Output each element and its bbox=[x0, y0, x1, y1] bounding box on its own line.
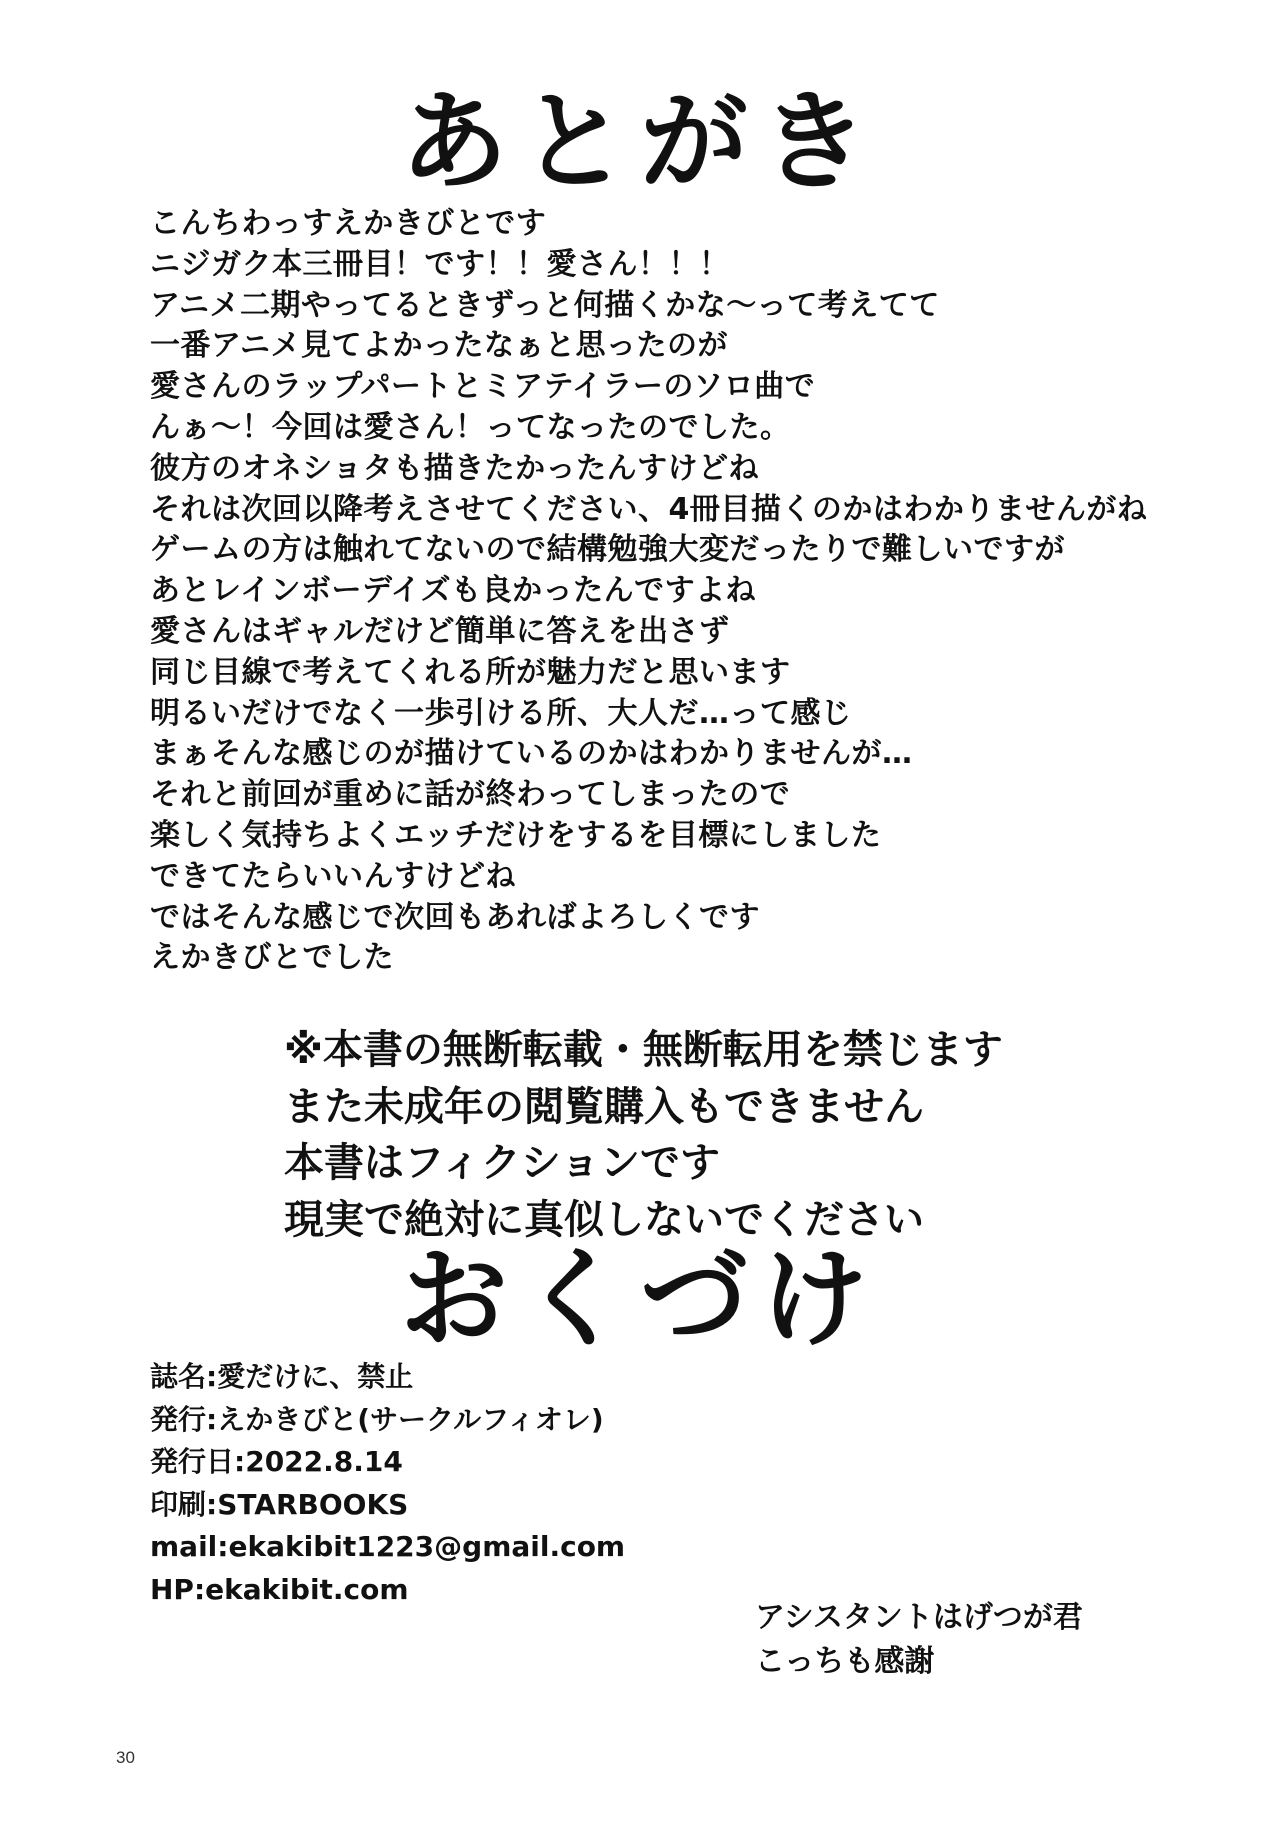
afterword-title: あとがき bbox=[399, 79, 880, 205]
colophon-value: 愛だけに、禁止 bbox=[217, 1360, 414, 1393]
afterword-line: ではそんな感じで次回もあればよろしくです bbox=[150, 899, 760, 935]
colophon-label: 発行 : bbox=[150, 1403, 217, 1436]
colophon-label: HP : bbox=[150, 1573, 205, 1606]
afterword-line: こんちわっすえかきびとです bbox=[150, 206, 547, 241]
colophon-row-date bbox=[150, 1441, 750, 1484]
colophon-value: ekakibit.com bbox=[205, 1572, 409, 1606]
colophon-label: 印刷 : bbox=[150, 1488, 217, 1521]
colophon-label: 発行日 : bbox=[150, 1445, 245, 1478]
afterword-body bbox=[150, 204, 1210, 979]
colophon-value: ekakibit1223@gmail.com bbox=[228, 1530, 626, 1563]
afterword-line: 愛さんはギャルだけど簡単に答えを出さず bbox=[150, 613, 730, 649]
afterword-line: 楽しく気持ちよくエッチだけをするを目標にしました bbox=[150, 817, 882, 853]
afterword-line: まぁそんな感じのが描けているのかはわかりませんが… bbox=[150, 736, 913, 772]
colophon-label: 誌名 : bbox=[150, 1360, 217, 1393]
colophon-row-mail bbox=[150, 1526, 750, 1569]
afterword-line: アニメ二期やってるときずっと何描くかな〜って考えてて bbox=[150, 287, 940, 323]
afterword-line: 彼方のオネショタも描きたかったんすけどね bbox=[150, 450, 760, 486]
notice-line: 本書はフィクションです bbox=[284, 1140, 720, 1186]
afterword-line: 同じ目線で考えてくれる所が魅力だと思います bbox=[150, 654, 791, 690]
copyright-notice bbox=[284, 1022, 1044, 1248]
colophon-value: 2022.8.14 bbox=[245, 1445, 403, 1478]
afterword-line: それは次回以降考えさせてください、4冊目描くのかはわかりませんがね bbox=[150, 491, 1148, 527]
assistant-line: こっちも感謝 bbox=[755, 1644, 935, 1679]
colophon-row-homepage bbox=[150, 1569, 750, 1612]
afterword-line: ゲームの方は触れてないので結構勉強大変だったりで難しいですが bbox=[150, 532, 1065, 568]
afterword-line: えかきびとでした bbox=[150, 940, 394, 976]
afterword-line: 明るいだけでなく一歩引ける所、大人だ…って感じ bbox=[150, 695, 852, 731]
notice-line: ※本書の無断転載・無断転用を禁じます bbox=[284, 1027, 1003, 1073]
colophon-title: おくづけ bbox=[399, 1236, 880, 1362]
colophon-row-title bbox=[150, 1356, 750, 1399]
afterword-line: ニジガク本三冊目！です！！愛さん！！！ bbox=[150, 246, 730, 282]
page-number: 30 bbox=[116, 1748, 135, 1767]
notice-line: また未成年の閲覧購入もできません bbox=[284, 1083, 924, 1130]
colophon-details bbox=[150, 1356, 750, 1611]
afterword-line: できてたらいいんすけどね bbox=[150, 858, 516, 894]
afterword-line: あとレインボーデイズも良かったんですよね bbox=[150, 573, 757, 609]
colophon-value: えかきびと(サークルフィオレ) bbox=[217, 1402, 604, 1436]
afterword-line: 一番アニメ見てよかったなぁと思ったのが bbox=[150, 328, 728, 364]
colophon-row-publisher bbox=[150, 1399, 750, 1442]
colophon-label: mail : bbox=[150, 1530, 228, 1563]
afterword-line: それと前回が重めに話が終わってしまったので bbox=[150, 777, 791, 813]
notice-line: 現実で絶対に真似しないでください bbox=[284, 1196, 924, 1243]
assistant-credit bbox=[755, 1596, 1175, 1684]
colophon-row-printer bbox=[150, 1484, 750, 1527]
afterword-line: んぁ〜！今回は愛さん！ってなったのでした。 bbox=[150, 409, 791, 445]
colophon-value: STARBOOKS bbox=[217, 1487, 409, 1521]
afterword-line: 愛さんのラップパートとミアテイラーのソロ曲で bbox=[150, 369, 816, 405]
assistant-line: アシスタントはげつが君 bbox=[755, 1600, 1083, 1635]
